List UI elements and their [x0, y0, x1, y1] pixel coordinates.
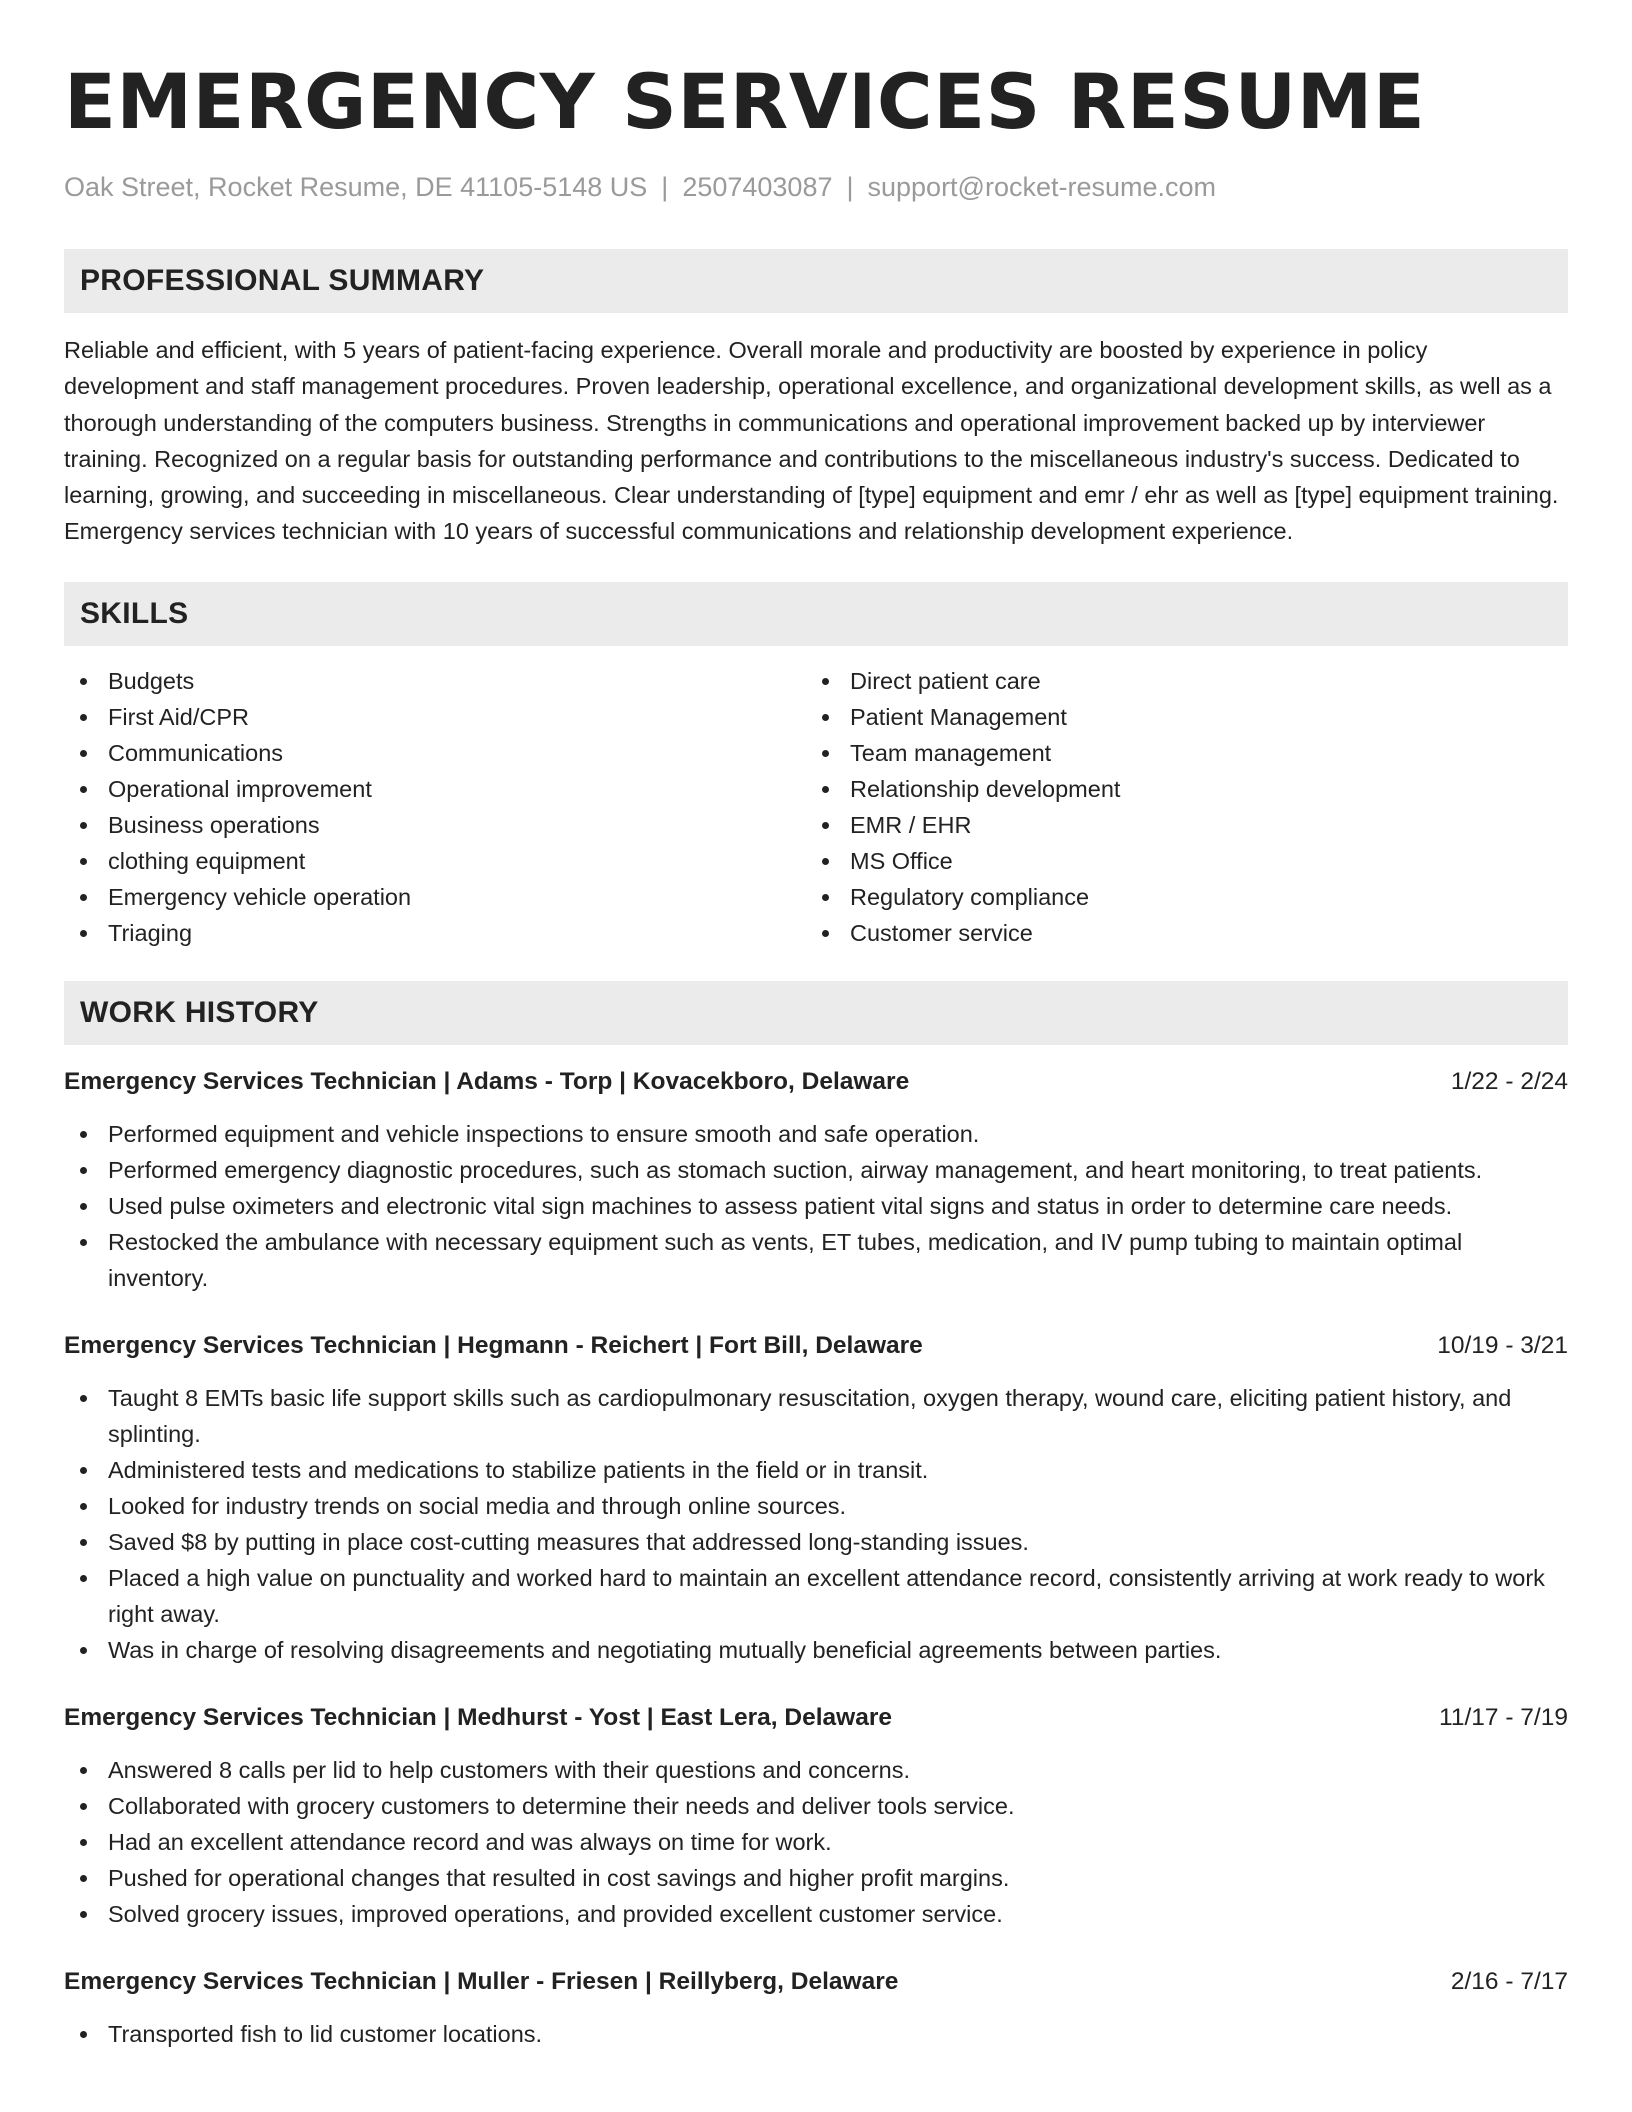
- job-duty: Taught 8 EMTs basic life support skills such as cardiopulmonary resuscitation, oxygen therapy, wound care, eliciting patient history, and splinting.: [64, 1380, 1568, 1452]
- job-duties: [64, 1116, 1568, 1296]
- job-duty: Administered tests and medications to stabilize patients in the field or in transit.: [64, 1452, 1568, 1488]
- job-header: [64, 1329, 1568, 1363]
- job-duties: [64, 1752, 1568, 1932]
- skill-item: MS Office: [806, 843, 1548, 879]
- skills-column-right: [806, 663, 1548, 951]
- job-duty: Solved grocery issues, improved operations, and provided excellent customer service.: [64, 1896, 1568, 1932]
- resume-page: [64, 0, 1568, 2052]
- summary-section-header: [64, 249, 1568, 313]
- job-duty: Had an excellent attendance record and was always on time for work.: [64, 1824, 1568, 1860]
- skill-item: Emergency vehicle operation: [64, 879, 806, 915]
- skill-item: Patient Management: [806, 699, 1548, 735]
- job-dates: 1/22 - 2/24: [1450, 1067, 1568, 1095]
- job-duty: Restocked the ambulance with necessary equipment such as vents, ET tubes, medication, and IV pump tubing to maintain optimal inventory.: [64, 1224, 1568, 1296]
- skill-item: EMR / EHR: [806, 807, 1548, 843]
- skill-item: Relationship development: [806, 771, 1548, 807]
- job-duty: Performed emergency diagnostic procedures, such as stomach suction, airway management, and heart monitoring, to treat patients.: [64, 1152, 1568, 1188]
- skill-item: Team management: [806, 735, 1548, 771]
- contact-separator: |: [661, 172, 669, 202]
- contact-email: support@rocket-resume.com: [867, 172, 1217, 202]
- job-entry: [64, 1701, 1568, 1932]
- job-dates: 10/19 - 3/21: [1437, 1331, 1568, 1359]
- job-duties: [64, 1380, 1568, 1668]
- summary-heading: PROFESSIONAL SUMMARY: [80, 264, 485, 297]
- job-duty: Placed a high value on punctuality and worked hard to maintain an excellent attendance record, consistently arriving at work ready to work right away.: [64, 1560, 1568, 1632]
- skills-column-left: [64, 663, 806, 951]
- job-duty: Looked for industry trends on social media and through online sources.: [64, 1488, 1568, 1524]
- job-dates: 2/16 - 7/17: [1450, 1967, 1568, 1995]
- skill-item: Operational improvement: [64, 771, 806, 807]
- job-duty: Performed equipment and vehicle inspections to ensure smooth and safe operation.: [64, 1116, 1568, 1152]
- skill-item: Customer service: [806, 915, 1548, 951]
- contact-address: Oak Street, Rocket Resume, DE 41105-5148 US: [64, 172, 648, 202]
- job-duty: Used pulse oximeters and electronic vital sign machines to assess patient vital signs and status in order to determine care needs.: [64, 1188, 1568, 1224]
- job-title: Emergency Services Technician | Medhurst - Yost | East Lera, Delaware: [64, 1703, 892, 1731]
- skill-item: Budgets: [64, 663, 806, 699]
- job-title: Emergency Services Technician | Adams - Torp | Kovacekboro, Delaware: [64, 1067, 910, 1095]
- job-entry: [64, 1965, 1568, 2052]
- skill-item: Triaging: [64, 915, 806, 951]
- skill-item: First Aid/CPR: [64, 699, 806, 735]
- work-history-heading: WORK HISTORY: [80, 995, 319, 1029]
- job-header: [64, 1065, 1568, 1099]
- job-duty: Collaborated with grocery customers to determine their needs and deliver tools service.: [64, 1788, 1568, 1824]
- job-entry: [64, 1065, 1568, 1296]
- skills-heading: SKILLS: [80, 596, 189, 630]
- job-duty: Was in charge of resolving disagreements and negotiating mutually beneficial agreements between parties.: [64, 1632, 1568, 1668]
- contact-separator: |: [846, 172, 854, 202]
- job-duties: [64, 2016, 1568, 2052]
- job-duty: Answered 8 calls per lid to help customers with their questions and concerns.: [64, 1752, 1568, 1788]
- job-header: [64, 1965, 1568, 1999]
- skill-item: Communications: [64, 735, 806, 771]
- job-entry: [64, 1329, 1568, 1668]
- resume-title: EMERGENCY SERVICES RESUME: [64, 57, 1426, 146]
- job-title: Emergency Services Technician | Muller - Friesen | Reillyberg, Delaware: [64, 1967, 899, 1995]
- skill-item: clothing equipment: [64, 843, 806, 879]
- job-duty: Pushed for operational changes that resulted in cost savings and higher profit margins.: [64, 1860, 1568, 1896]
- skill-item: Regulatory compliance: [806, 879, 1548, 915]
- skill-item: Direct patient care: [806, 663, 1548, 699]
- skills-section-header: [64, 582, 1568, 646]
- summary-text: Reliable and efficient, with 5 years of patient-facing experience. Overall morale and productivity are boosted by experience in policy development and staff management procedures. Proven leadership, operational excellence, and organizational development skills, as well as a thorough understanding of the computers business. Strengths in communications and operational improvement backed up by interviewer training. Recognized on a regular basis for outstanding performance and contributions to the miscellaneous industry's success. Dedicated to learning, growing, and succeeding in miscellaneous. Clear understanding of [type] equipment and emr / ehr as well as [type] equipment training. Emergency services technician with 10 years of successful communications and relationship development experience.: [64, 337, 1559, 545]
- skill-item: Business operations: [64, 807, 806, 843]
- contact-line: [64, 170, 1568, 204]
- contact-phone: 2507403087: [682, 172, 833, 202]
- work-history-section-header: [64, 981, 1568, 1045]
- job-title: Emergency Services Technician | Hegmann - Reichert | Fort Bill, Delaware: [64, 1331, 923, 1359]
- job-duty: Transported fish to lid customer locations.: [64, 2016, 1568, 2052]
- job-dates: 11/17 - 7/19: [1439, 1703, 1568, 1731]
- skills-list: [64, 663, 1568, 951]
- job-header: [64, 1701, 1568, 1735]
- job-duty: Saved $8 by putting in place cost-cutting measures that addressed long-standing issues.: [64, 1524, 1568, 1560]
